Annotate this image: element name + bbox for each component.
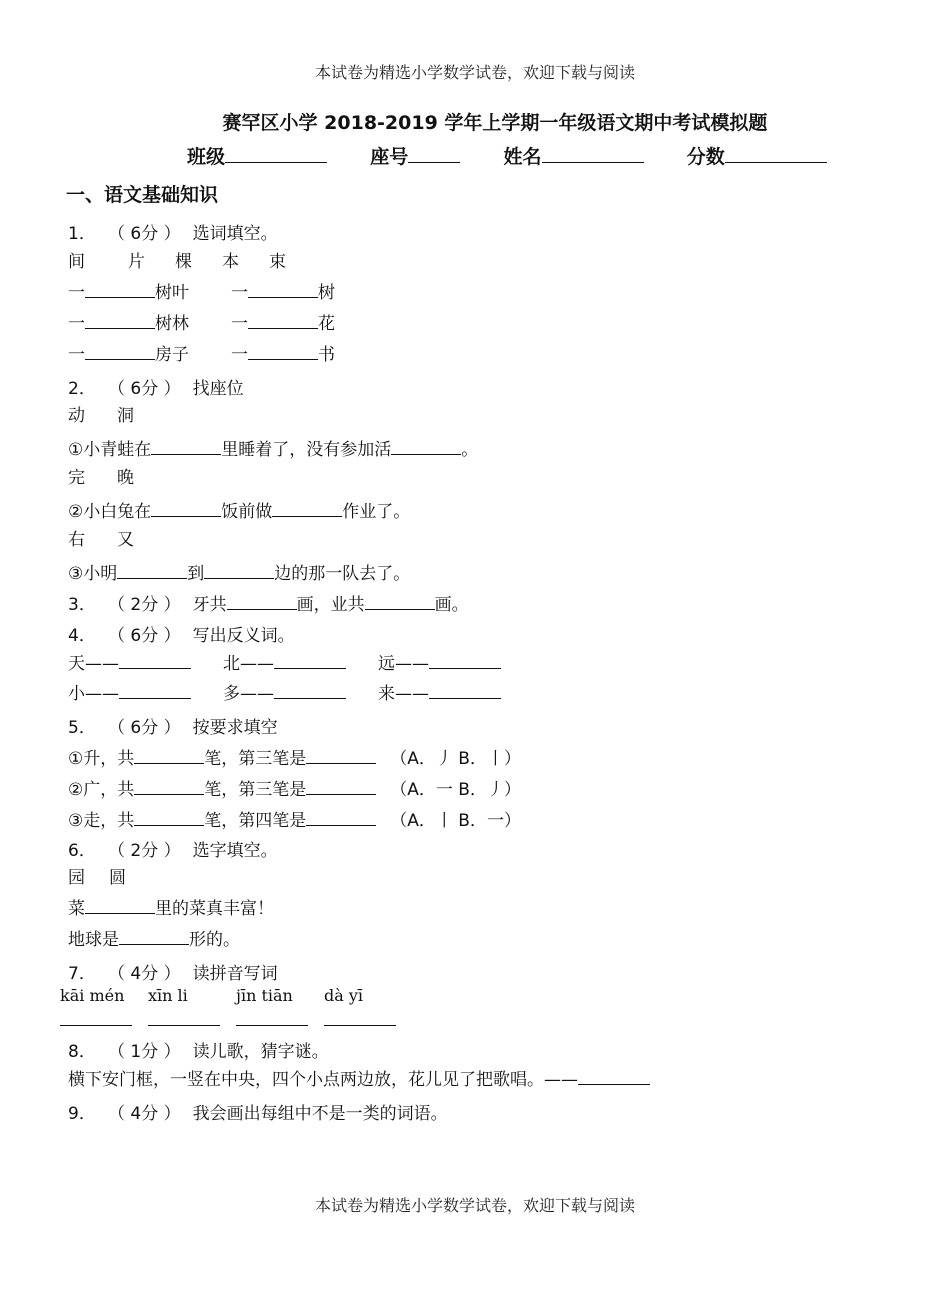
sentence-part: 。 [461, 440, 479, 460]
answer-blank[interactable] [119, 684, 191, 699]
question-2 [68, 374, 244, 399]
answer-blank[interactable] [429, 684, 501, 699]
sentence-part: 牙共 [192, 595, 227, 615]
question-score: （ 6分 ） [108, 379, 181, 399]
answer-line[interactable] [60, 1025, 132, 1026]
sentence-part: ②小白兔在 [68, 502, 152, 522]
riddle-text: 横下安门框，一竖在中央，四个小点两边放，花儿见了把歌唱。—— [68, 1070, 578, 1090]
answer-blank[interactable] [117, 564, 187, 579]
sentence-part: 画，业共 [296, 595, 365, 615]
answer-blank[interactable] [119, 930, 189, 945]
row-prefix: 一 [231, 345, 248, 365]
question-text: 读拼音写词 [192, 964, 278, 984]
answer-blank[interactable] [248, 314, 318, 329]
sentence [68, 559, 410, 584]
word-option: 束 [269, 252, 286, 272]
word-option: 右 [68, 530, 85, 550]
antonym-word: 天—— [68, 654, 119, 674]
sentence-part: 笔，第三笔是 [204, 780, 307, 800]
word-bank [68, 247, 286, 272]
sentence [68, 894, 274, 919]
sentence-part: ①升，共 [68, 749, 135, 769]
row-prefix: 一 [68, 314, 85, 334]
answer-blank[interactable] [85, 345, 155, 360]
pinyin: dà yī [324, 986, 364, 1005]
row-suffix: 树 [318, 283, 335, 303]
antonym-row [68, 679, 501, 704]
answer-blank[interactable] [248, 283, 318, 298]
antonym-word: 远—— [378, 654, 429, 674]
answer-line[interactable] [324, 1025, 396, 1026]
question-text: 找座位 [192, 379, 244, 399]
answer-blank[interactable] [85, 899, 155, 914]
class-label: 班级 [187, 146, 226, 168]
word-option: 完 [68, 468, 85, 488]
word-bank [68, 463, 134, 488]
sentence-part: ③走，共 [68, 811, 135, 831]
antonym-row [68, 649, 501, 674]
question-9 [68, 1099, 448, 1124]
word-option: 本 [222, 252, 239, 272]
answer-blank[interactable] [204, 564, 274, 579]
word-bank [68, 525, 134, 550]
sentence-part: 菜 [68, 899, 85, 919]
question-score: （ 4分 ） [108, 964, 181, 984]
answer-blank[interactable] [85, 283, 155, 298]
sentence-part: 里的菜真丰富！ [155, 899, 274, 919]
row-prefix: 一 [68, 345, 85, 365]
answer-blank[interactable] [134, 780, 204, 795]
question-7 [68, 959, 278, 984]
sentence-part: ②广，共 [68, 780, 135, 800]
question-text: 写出反义词。 [192, 626, 295, 646]
answer-line[interactable] [148, 1025, 220, 1026]
answer-blank[interactable] [578, 1070, 650, 1085]
question-number: 3． [68, 595, 96, 615]
sentence-part: 饭前做 [221, 502, 273, 522]
pinyin: xīn li [148, 986, 188, 1005]
choice-options: （A．一 B．丿） [390, 780, 521, 800]
question-number: 2． [68, 379, 96, 399]
answer-blank[interactable] [306, 780, 376, 795]
section-heading: 一、语文基础知识 [66, 184, 219, 206]
question-3 [68, 590, 469, 615]
word-option: 又 [117, 530, 134, 550]
answer-blank[interactable] [306, 749, 376, 764]
sentence-part: 笔，第四笔是 [204, 811, 307, 831]
sentence-part: ③小明 [68, 564, 118, 584]
answer-blank[interactable] [391, 440, 461, 455]
answer-blank[interactable] [151, 502, 221, 517]
question-score: （ 1分 ） [108, 1042, 181, 1062]
word-option: 园 [68, 868, 85, 888]
question-text: 读儿歌，猜字谜。 [192, 1042, 329, 1062]
answer-blank[interactable] [151, 440, 221, 455]
answer-blank[interactable] [134, 811, 204, 826]
answer-blank[interactable] [306, 811, 376, 826]
answer-line[interactable] [236, 1025, 308, 1026]
antonym-word: 来—— [378, 684, 429, 704]
row-prefix: 一 [68, 283, 85, 303]
question-score: （ 6分 ） [108, 626, 181, 646]
fill-row [68, 340, 335, 365]
row-suffix: 树叶 [155, 283, 189, 303]
question-score: （ 6分 ） [108, 718, 181, 738]
question-number: 7． [68, 964, 96, 984]
class-field[interactable] [225, 144, 327, 163]
word-option: 棵 [175, 252, 192, 272]
riddle [68, 1065, 650, 1090]
page-header: 本试卷为精选小学数学试卷，欢迎下载与阅读 [314, 63, 635, 82]
word-option: 圆 [109, 868, 126, 888]
antonym-word: 多—— [223, 684, 274, 704]
sentence [68, 435, 478, 460]
sentence [68, 925, 240, 950]
sentence-part: 笔，第三笔是 [204, 749, 307, 769]
answer-blank[interactable] [274, 654, 346, 669]
word-option: 间 [68, 252, 85, 272]
sentence-part: 画。 [434, 595, 469, 615]
word-bank [68, 401, 134, 426]
sentence-part: 到 [187, 564, 205, 584]
word-bank [68, 863, 126, 888]
question-score: （ 6分 ） [108, 224, 181, 244]
word-option: 片 [128, 252, 145, 272]
page-footer: 本试卷为精选小学数学试卷，欢迎下载与阅读 [314, 1196, 635, 1215]
fill-row [68, 309, 335, 334]
word-option: 晚 [117, 468, 134, 488]
stroke-row [68, 775, 521, 800]
sentence [68, 497, 410, 522]
row-suffix: 树林 [155, 314, 189, 334]
question-text: 选字填空。 [192, 841, 278, 861]
answer-blank[interactable] [248, 345, 318, 360]
choice-options: （A．丨 B．一） [390, 811, 521, 831]
row-suffix: 花 [318, 314, 335, 334]
question-text: 我会画出每组中不是一类的词语。 [192, 1104, 448, 1124]
question-1 [68, 219, 278, 244]
row-prefix: 一 [231, 283, 248, 303]
answer-blank[interactable] [227, 595, 297, 610]
answer-blank[interactable] [272, 502, 342, 517]
score-label: 分数 [686, 146, 725, 168]
answer-blank[interactable] [119, 654, 191, 669]
answer-blank[interactable] [134, 749, 204, 764]
stroke-row [68, 806, 521, 831]
fill-row [68, 278, 335, 303]
question-4 [68, 621, 295, 646]
sentence-part: 里睡着了，没有参加活 [221, 440, 392, 460]
question-5 [68, 713, 278, 738]
question-number: 8． [68, 1042, 96, 1062]
student-info-row [187, 142, 827, 169]
choice-options: （A．丿 B．丨） [390, 749, 521, 769]
pinyin: jīn tiān [236, 986, 293, 1005]
row-prefix: 一 [231, 314, 248, 334]
sentence-part: 边的那一队去了。 [274, 564, 411, 584]
sentence-part: 地球是 [68, 930, 119, 950]
row-suffix: 房子 [155, 345, 189, 365]
answer-blank[interactable] [85, 314, 155, 329]
sentence-part: 作业了。 [342, 502, 411, 522]
question-score: （ 2分 ） [108, 595, 181, 615]
question-score: （ 2分 ） [108, 841, 181, 861]
row-suffix: 书 [318, 345, 335, 365]
name-label: 姓名 [503, 146, 542, 168]
seat-label: 座号 [370, 146, 409, 168]
antonym-word: 北—— [223, 654, 274, 674]
stroke-row [68, 744, 521, 769]
question-number: 6． [68, 841, 96, 861]
name-field[interactable] [542, 144, 644, 163]
question-8 [68, 1037, 329, 1062]
question-text: 选词填空。 [192, 224, 278, 244]
question-number: 5． [68, 718, 96, 738]
word-option: 动 [68, 406, 85, 426]
question-number: 1． [68, 224, 96, 244]
answer-blank[interactable] [365, 595, 435, 610]
seat-field[interactable] [408, 144, 460, 163]
answer-blank[interactable] [274, 684, 346, 699]
question-text: 按要求填空 [192, 718, 278, 738]
question-number: 4． [68, 626, 96, 646]
sentence-part: ①小青蛙在 [68, 440, 152, 460]
pinyin: kāi mén [60, 986, 125, 1005]
antonym-word: 小—— [68, 684, 119, 704]
question-score: （ 4分 ） [108, 1104, 181, 1124]
word-option: 洞 [117, 406, 134, 426]
sentence-part: 形的。 [189, 930, 240, 950]
question-6 [68, 836, 278, 861]
question-number: 9． [68, 1104, 96, 1124]
answer-blank[interactable] [429, 654, 501, 669]
score-field[interactable] [725, 144, 827, 163]
exam-title: 赛罕区小学 2018-2019 学年上学期一年级语文期中考试模拟题 [222, 112, 768, 134]
